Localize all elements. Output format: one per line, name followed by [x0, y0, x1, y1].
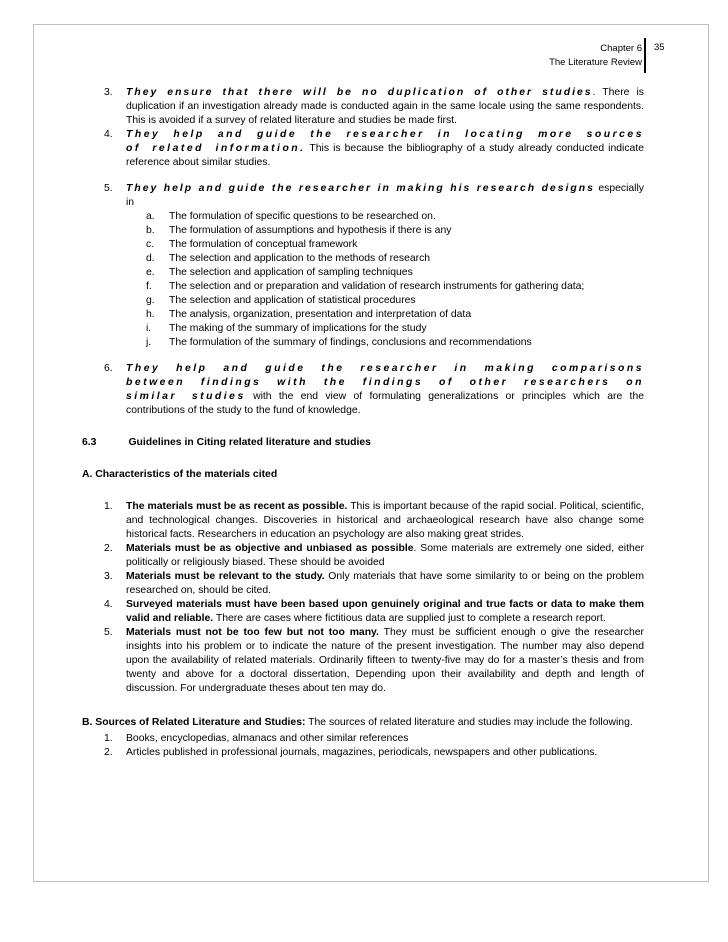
item-text: This is because the bibliography of a study already conducted indicate reference about similar studies.	[126, 143, 644, 168]
part-b-intro: The sources of related literature and studies may include the following.	[305, 717, 633, 728]
list-item	[82, 128, 644, 170]
item-number: 3.	[104, 87, 113, 98]
item-lead: They help and guide the researcher in making his research designs	[126, 183, 595, 194]
list-item: 4. Surveyed materials must have been based upon genuinely original and true facts or data to make them valid and reliable. There are cases where fictitious data are supplied just to complete a research report.	[104, 599, 644, 624]
item-number: 6.	[104, 363, 113, 374]
part-b-heading: B. Sources of Related Literature and Studies:	[82, 717, 306, 728]
item-number: 4.	[104, 129, 113, 140]
item-number: 5.	[104, 183, 113, 194]
sub-item: i. The making of the summary of implications for the study	[146, 323, 427, 334]
item-text: . There is duplication if an investigation already made is conducted again in the same locale using the same respondents. This is avoided if a survey of related literature and studies be made first.	[126, 87, 644, 126]
page-number: 35	[654, 42, 665, 53]
list-item: 1. Books, encyclopedias, almanacs and other similar references	[104, 733, 409, 744]
sub-item: e. The selection and application of sampling techniques	[146, 267, 413, 278]
list-item	[82, 182, 644, 210]
sub-item: g. The selection and application of statistical procedures	[146, 295, 416, 306]
item-lead: They help and guide the researcher in locating more sources of related information.	[126, 129, 644, 154]
chapter-title: The Literature Review	[549, 57, 642, 68]
sub-item: j. The formulation of the summary of findings, conclusions and recommendations	[146, 337, 532, 348]
list-item: 2. Materials must be as objective and unbiased as possible. Some materials are extremely one sided, either politically or religiously biased. These should be avoided	[104, 543, 644, 568]
list-item: 3. Materials must be relevant to the study. Only materials that have some similarity to or being on the problem researched on, should be cited.	[104, 571, 644, 596]
sub-item: b. The formulation of assumptions and hypothesis if there is any	[146, 225, 452, 236]
sub-item: c. The formulation of conceptual framework	[146, 239, 358, 250]
item-text: especially in	[126, 183, 644, 208]
section-number: 6.3	[82, 437, 97, 448]
running-header	[549, 42, 642, 70]
page-body	[82, 86, 644, 760]
header-divider	[644, 38, 646, 73]
section-title: Guidelines in Citing related literature and studies	[128, 437, 371, 448]
section-heading	[82, 436, 644, 450]
list-item: 1. The materials must be as recent as possible. This is important because of the rapid social. Political, scientific, and technological changes. Discoveries in historical and archaeological research have also change some historical facts. Researchers in education an psychology are also making great strides.	[104, 501, 645, 540]
list-item	[82, 86, 644, 128]
sub-item: f. The selection and or preparation and validation of research instruments for gathering data;	[146, 281, 585, 292]
part-b-paragraph	[82, 714, 644, 732]
part-a-heading: A. Characteristics of the materials cited	[82, 469, 278, 480]
sub-item: h. The analysis, organization, presentation and interpretation of data	[146, 309, 472, 320]
item-lead: They ensure that there will be no duplication of other studies	[126, 87, 593, 98]
chapter-label: Chapter 6	[600, 43, 642, 54]
sub-item: d. The selection and application to the methods of research	[146, 253, 431, 264]
sub-item: a. The formulation of specific questions to be researched on.	[146, 211, 436, 222]
item-lead: They help and guide the researcher in making comparisons between findings with the findings of other researchers on similar studies	[126, 363, 644, 402]
item-text: with the end view of formulating generalizations or principles which are the contributions of the study to the fund of knowledge.	[126, 391, 645, 416]
list-item: 5. Materials must not be too few but not too many. They must be sufficient enough o give the researcher insights into his problem or to indicate the nature of the present investigation. The number may also depend upon the availability of related materials. Ordinarily fifteen to twenty-five may do for a master’s thesis and from twenty and above for a doctoral dissertation, Depending upon their availability and depth and length of discussion. For undergraduate theses about ten may do.	[104, 627, 644, 694]
list-item	[82, 362, 644, 418]
list-item: 2. Articles published in professional journals, magazines, periodicals, newspapers and other publications.	[104, 747, 598, 758]
